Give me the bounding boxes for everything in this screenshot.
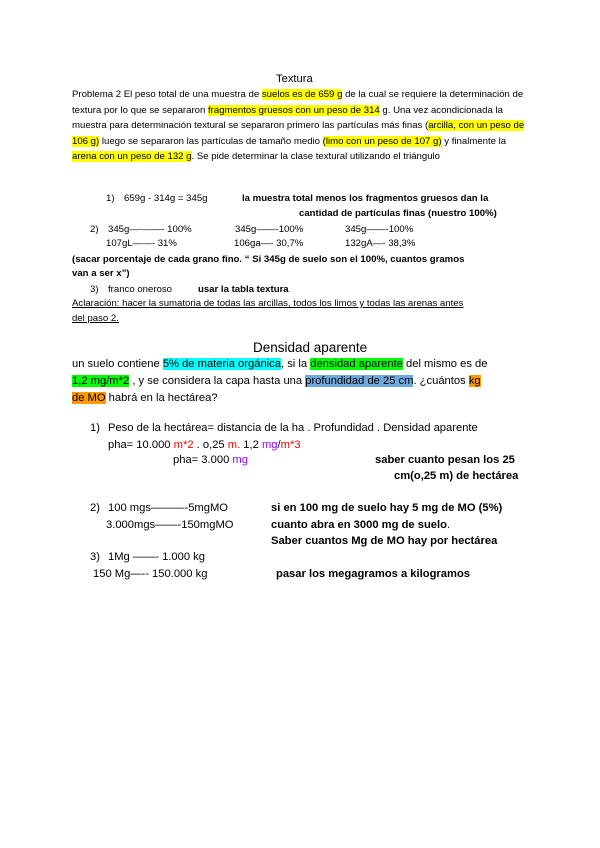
step1-note-line2: cantidad de partículas finas (nuestro 100%) <box>299 208 497 219</box>
step2-number: 2) <box>90 224 99 235</box>
text-segment: pha= 10.000 <box>108 439 174 451</box>
text-segment: 1,2 <box>240 439 262 451</box>
text-segment: un suelo contiene <box>72 358 163 370</box>
text-segment: pha= 3.000 <box>173 454 233 466</box>
text-segment: del mismo es de <box>402 358 488 370</box>
text-segment: , si la <box>280 358 311 370</box>
s2-note-line1: si en 100 mg de suelo hay 5 mg de MO (5%) <box>271 502 503 514</box>
step2-row1-col2: 345g——-100% <box>235 224 304 235</box>
text-segment: . <box>446 519 451 531</box>
step2-row1-col1: 345g—-——- 100% <box>108 224 192 235</box>
step3-text: franco oneroso <box>108 284 172 295</box>
highlight-limo: (limo con un peso de 107 g) <box>322 135 442 147</box>
step3-note: usar la tabla textura <box>198 284 289 295</box>
percentage-note-line2: van a ser x”) <box>72 268 130 279</box>
unit-mg: mg <box>261 439 278 451</box>
textura-title: Textura <box>276 73 313 85</box>
s3-number: 3) <box>90 551 100 563</box>
step1-number: 1) <box>106 193 115 204</box>
s1-formula: Peso de la hectárea= distancia de la ha . Profundidad . Densidad aparente <box>108 422 478 434</box>
unit-m: m. <box>227 439 241 451</box>
densidad-problem-paragraph <box>72 356 532 407</box>
aclaracion-line2: del paso 2. <box>72 313 119 324</box>
s1-number: 1) <box>90 422 100 434</box>
highlight-arena: arena con un peso de 132 g <box>72 151 192 162</box>
step2-row2-col2: 106ga—- 30,7% <box>234 238 304 249</box>
s2-note-line3: Saber cuantos Mg de MO hay por hectárea <box>271 535 498 547</box>
highlight-profundidad: profundidad de 25 cm <box>305 375 414 387</box>
text-segment: luego se separaron las partículas de tamaño medio <box>99 135 323 147</box>
densidad-title: Densidad aparente <box>253 340 368 355</box>
s2-note-line2 <box>271 517 450 534</box>
text-segment: de la cual se requiere la determinación de textura por lo que se separaron <box>72 89 524 116</box>
s2-number: 2) <box>90 502 100 514</box>
highlight-densidad-aparente: densidad aparente <box>310 358 403 370</box>
step1-note-line1: la muestra total menos los fragmentos gruesos dan la <box>242 193 489 204</box>
text-segment: / <box>277 439 281 451</box>
highlight-kg: kg <box>468 375 481 387</box>
text-segment: g. Una vez acondicionada la muestra para determinación textural se separaron primero las partículas más finas ( <box>72 104 503 131</box>
percentage-note-line1: (sacar porcentaje de cada grano fino. “ Si 345g de suelo son el 100%, cuantos gramos <box>72 254 465 265</box>
step1-calculation: 659g - 314g = 345g <box>124 193 208 204</box>
text-segment: Problema 2 El peso total de una muestra de <box>72 89 262 100</box>
highlight-fragmentos: fragmentos gruesos con un peso de 314 <box>208 104 380 116</box>
highlight-de-mo: de MO <box>72 392 106 404</box>
text-segment: habrá en la hectárea? <box>105 392 218 404</box>
s2-line1: 100 mgs———-5mgMO <box>108 502 228 514</box>
textura-problem-paragraph <box>72 87 530 165</box>
unit-m2: m*2 <box>173 439 194 451</box>
s3-line1: 1Mg ——- 1.000 kg <box>108 551 206 563</box>
highlight-suelos: suelos es de 659 g <box>261 89 343 100</box>
text-segment: . ¿cuántos <box>413 375 469 387</box>
step3-number: 3) <box>90 284 99 295</box>
highlight-materia-organica: 5% de materia orgánica <box>162 358 281 370</box>
text-segment: , y se considera la capa hasta una <box>129 375 306 387</box>
text-segment: cuanto abra en 3000 mg de suelo <box>271 519 447 531</box>
s3-line2: 150 Mg—-- 150.000 kg <box>93 568 208 580</box>
text-segment: . Se pide determinar la clase textural utilizando el triángulo <box>191 151 441 162</box>
s3-note: pasar los megagramos a kilogramos <box>276 568 470 580</box>
s1-note-line1: saber cuanto pesan los 25 <box>375 454 515 466</box>
step2-row2-col1: 107gL——- 31% <box>106 238 177 249</box>
highlight-densidad-valor: 1,2 mg/m*2 <box>72 375 130 387</box>
unit-m3: m*3 <box>280 439 301 451</box>
highlight-arcilla: arcilla, con un peso de 106 g) <box>72 120 525 147</box>
step2-row2-col3: 132gA—- 38,3% <box>345 238 416 249</box>
s2-line2: 3.000mgs——-150mgMO <box>106 519 234 531</box>
text-segment: . o,25 <box>193 439 228 451</box>
s1-note-line2: cm(o,25 m) de hectárea <box>394 470 519 482</box>
unit-mg: mg <box>232 454 248 466</box>
step2-row1-col3: 345g——-100% <box>345 224 414 235</box>
text-segment: y finalmente la <box>441 135 507 147</box>
s1-result <box>173 452 248 469</box>
aclaracion-line1: Aclaración: hacer la sumatoria de todas las arcillas, todos los limos y todas las arenas antes <box>72 298 464 309</box>
